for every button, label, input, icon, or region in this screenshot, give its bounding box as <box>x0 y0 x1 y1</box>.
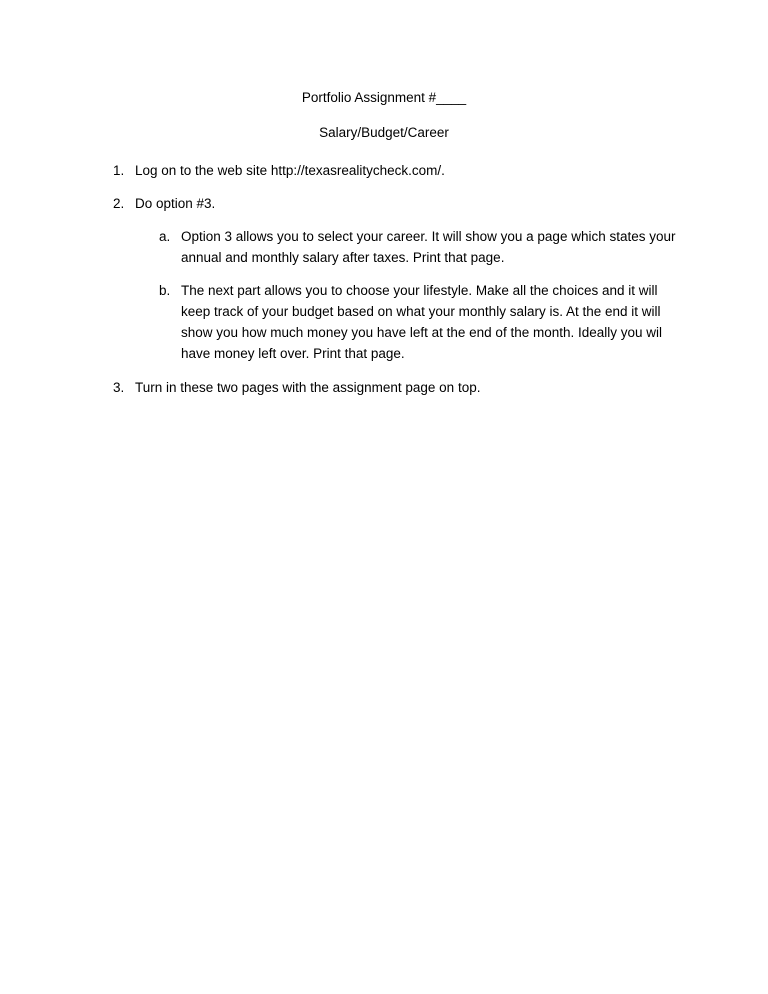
document-title: Portfolio Assignment #____ <box>301 90 467 105</box>
step-3-number: 3. <box>113 380 125 395</box>
step-3-text: Turn in these two pages with the assignment page on top. <box>135 380 481 395</box>
step-2-text: Do option #3. <box>135 196 216 211</box>
step-1-text: Log on to the web site http://texasrealitycheck.com/. <box>135 163 445 178</box>
substep-a-letter: a. <box>159 229 171 244</box>
substep-b-text: The next part allows you to choose your lifestyle. Make all the choices and it will keep track of your budget based on what your monthly salary is. At the end it will show you how much money you have left at the end of the month. Ideally you wil have money left over. Print that page. <box>181 283 663 361</box>
step-2-number: 2. <box>113 196 125 211</box>
substep-b-letter: b. <box>159 283 171 298</box>
step-1-number: 1. <box>113 163 125 178</box>
substep-a-text: Option 3 allows you to select your career. It will show you a page which states your annual and monthly salary after taxes. Print that page. <box>181 229 676 265</box>
document-subtitle: Salary/Budget/Career <box>319 125 449 140</box>
